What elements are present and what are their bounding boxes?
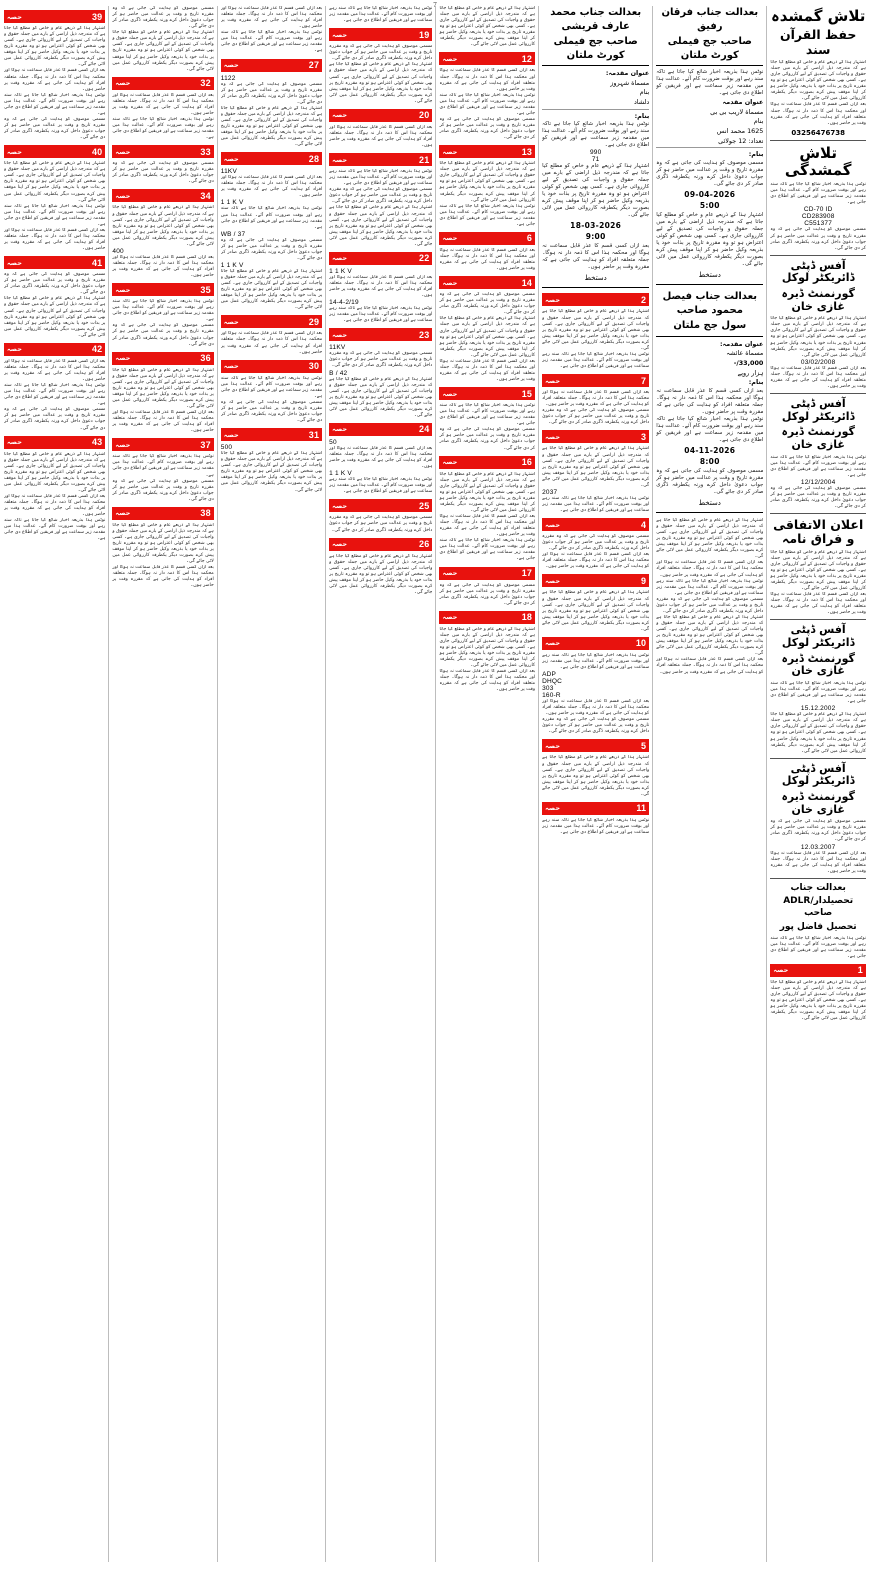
notice-tag-27: 27 حصہ bbox=[221, 59, 322, 72]
notice-body-14b: اشتہار ہذا کے ذریعے عام و خاص کو مطلع کیا جاتا ہے کہ مندرجہ ذیل اراضی کے بارے میں جملہ حقوق و واجبات کی تصدیق کے لیے کارروائی جاری ہے۔ کسی بھی شخص کو کوئی اعتراض ہو تو وہ مقررہ تاریخ پر بذات خود یا بذریعہ وکیل حاضر ہو کر اپنا موقف پیش کرے بصورت دیگر یکطرفہ کارروائی عمل میں لائی جائے گی۔ bbox=[439, 316, 536, 358]
ref-11kv-b: 11KV bbox=[329, 344, 346, 352]
notice-body-10: نوٹس ہذا بذریعہ اخبار شائع کیا جاتا ہے تاکہ سند رہے اور بوقت ضرورت کام آئے۔ عدالت ہذا میں مقدمہ زیر سماعت ہے اور فریقین کو اطلاع دی جاتی ہے۔ bbox=[542, 652, 650, 671]
notice-body-7b: مسمی موصوف کو ہدایت کی جاتی ہے کہ وہ مقررہ تاریخ و وقت پر عدالت میں حاضر ہو کر جواب دعویٰ داخل کرے ورنہ یکطرفہ ڈگری صادر کر دی جائے گی۔ bbox=[542, 408, 650, 426]
notice-body-41b: اشتہار ہذا کے ذریعے عام و خاص کو مطلع کیا جاتا ہے کہ مندرجہ ذیل اراضی کے بارے میں جملہ حقوق و واجبات کی تصدیق کے لیے کارروائی جاری ہے۔ کسی بھی شخص کو کوئی اعتراض ہو تو وہ مقررہ تاریخ پر بذات خود یا بذریعہ وکیل حاضر ہو کر اپنا موقف پیش کرے بصورت دیگر یکطرفہ کارروائی عمل میں لائی جائے گی۔ bbox=[4, 296, 106, 338]
notice-body-39d: مسمی موصوف کو ہدایت کی جاتی ہے کہ وہ مقررہ تاریخ و وقت پر عدالت میں حاضر ہو کر جواب دعویٰ داخل کرے ورنہ یکطرفہ ڈگری صادر کر دی جائے گی۔ bbox=[4, 116, 106, 141]
column-divider bbox=[217, 6, 218, 1562]
column-notices-e bbox=[329, 6, 432, 1562]
notice-body-23b: اشتہار ہذا کے ذریعے عام و خاص کو مطلع کیا جاتا ہے کہ مندرجہ ذیل اراضی کے بارے میں جملہ حقوق و واجبات کی تصدیق کے لیے کارروائی جاری ہے۔ کسی بھی شخص کو کوئی اعتراض ہو تو وہ مقررہ تاریخ پر بذات خود یا بذریعہ وکیل حاضر ہو کر اپنا موقف پیش کرے بصورت دیگر یکطرفہ کارروائی عمل میں لائی جائے گی۔ bbox=[329, 376, 433, 418]
notice-adlr-2 bbox=[770, 398, 866, 514]
column-court-2 bbox=[542, 6, 649, 1562]
divider bbox=[656, 512, 763, 513]
body-gumshuda-1: اشتہار ہذا کے ذریعے عام و خاص کو مطلع کیا جاتا ہے کہ مندرجہ ذیل اراضی کے بارے میں جملہ حقوق و واجبات کی تصدیق کے لیے کارروائی جاری ہے۔ کسی بھی شخص کو کوئی اعتراض ہو تو وہ مقررہ تاریخ پر بذات خود یا بذریعہ وکیل حاضر ہو کر اپنا موقف پیش کرے بصورت دیگر یکطرفہ کارروائی عمل میں لائی جائے گی۔ bbox=[770, 60, 866, 102]
notice-body-4b: بعد ازاں کسی قسم کا عذر قابل سماعت نہ ہوگا اور محکمہ ہذا اس کا ذمہ دار نہ ہوگا۔ جملہ متعلقہ افراد کو ہدایت کی جاتی ہے کہ مقررہ وقت پر حاضر ہوں۔ bbox=[542, 552, 650, 570]
ref-500: 500 bbox=[220, 444, 233, 452]
cnic-2: CD283908 bbox=[801, 213, 835, 221]
notice-body-12: بعد ازاں کسی قسم کا عذر قابل سماعت نہ ہوگا اور محکمہ ہذا اس کا ذمہ دار نہ ہوگا۔ جملہ متعلقہ افراد کو ہدایت کی جاتی ہے کہ مقررہ وقت پر حاضر ہوں۔ bbox=[439, 68, 536, 92]
case-label-2: عنوان مقدمہ: bbox=[720, 339, 764, 348]
notice-body-13b: نوٹس ہذا بذریعہ اخبار شائع کیا جاتا ہے تاکہ سند رہے اور بوقت ضرورت کام آئے۔ عدالت ہذا میں مقدمہ زیر سماعت ہے اور فریقین کو اطلاع دی جاتی ہے۔ bbox=[439, 203, 536, 227]
ref-11kv-f: 1 1 K V bbox=[220, 261, 244, 269]
notice-body-39b: بعد ازاں کسی قسم کا عذر قابل سماعت نہ ہوگا اور محکمہ ہذا اس کا ذمہ دار نہ ہوگا۔ جملہ متعلقہ افراد کو ہدایت کی جاتی ہے کہ مقررہ وقت پر حاضر ہوں۔ bbox=[4, 68, 106, 92]
versus-3: بنام bbox=[639, 88, 650, 97]
misc-number-2: 71 bbox=[591, 156, 600, 164]
notice-body-27: مسمی موصوف کو ہدایت کی جاتی ہے کہ وہ مقررہ تاریخ و وقت پر عدالت میں حاضر ہو کر جواب دعویٰ داخل کرے ورنہ یکطرفہ ڈگری صادر کر دی جائے گی۔ bbox=[220, 81, 323, 105]
notice-body-28c: مسمی موصوف کو ہدایت کی جاتی ہے کہ وہ مقررہ تاریخ و وقت پر عدالت میں حاضر ہو کر جواب دعویٰ داخل کرے ورنہ یکطرفہ ڈگری صادر کر دی جائے گی۔ bbox=[220, 237, 323, 261]
body-adlr-4b: بعد ازاں کسی قسم کا عذر قابل سماعت نہ ہوگا اور محکمہ ہذا اس کا ذمہ دار نہ ہوگا۔ جملہ متعلقہ افراد کو ہدایت کی جاتی ہے کہ مقررہ وقت پر حاضر ہوں۔ bbox=[770, 850, 866, 874]
rule-thin bbox=[542, 109, 649, 110]
notice-body-15: نوٹس ہذا بذریعہ اخبار شائع کیا جاتا ہے تاکہ سند رہے اور بوقت ضرورت کام آئے۔ عدالت ہذا میں مقدمہ زیر سماعت ہے اور فریقین کو اطلاع دی جاتی ہے۔ bbox=[439, 403, 536, 427]
court-heading-3-l2: صاحب جج فیملی کورٹ ملتان bbox=[553, 36, 638, 61]
notice-tag-14: 14 حصہ bbox=[439, 276, 535, 289]
misc-number: 990 bbox=[589, 149, 602, 157]
notice-body-41: مسمی موصوف کو ہدایت کی جاتی ہے کہ وہ مقررہ تاریخ و وقت پر عدالت میں حاضر ہو کر جواب دعویٰ داخل کرے ورنہ یکطرفہ ڈگری صادر کر دی جائے گی۔ bbox=[4, 272, 106, 296]
notice-body-28: بعد ازاں کسی قسم کا عذر قابل سماعت نہ ہوگا اور محکمہ ہذا اس کا ذمہ دار نہ ہوگا۔ جملہ متعلقہ افراد کو ہدایت کی جاتی ہے کہ مقررہ وقت پر حاضر ہوں۔ bbox=[220, 175, 323, 199]
body-adlr-3: نوٹس ہذا بذریعہ اخبار شائع کیا جاتا ہے تاکہ سند رہے اور بوقت ضرورت کام آئے۔ عدالت ہذا میں مقدمہ زیر سماعت ہے اور فریقین کو اطلاع دی جاتی ہے۔ bbox=[770, 681, 866, 705]
page-number: 7 bbox=[433, 1, 437, 9]
col-g-intro2: اشتہار ہذا کے ذریعے عام و خاص کو مطلع کیا جاتا ہے کہ مندرجہ ذیل اراضی کے بارے میں جملہ حقوق و واجبات کی تصدیق کے لیے کارروائی جاری ہے۔ کسی بھی شخص کو کوئی اعتراض ہو تو وہ مقررہ تاریخ پر بذات خود یا بذریعہ وکیل حاضر ہو کر اپنا موقف پیش کرے بصورت دیگر یکطرفہ کارروائی عمل میں لائی جائے گی۔ bbox=[112, 30, 214, 72]
notice-body-34: اشتہار ہذا کے ذریعے عام و خاص کو مطلع کیا جاتا ہے کہ مندرجہ ذیل اراضی کے بارے میں جملہ حقوق و واجبات کی تصدیق کے لیے کارروائی جاری ہے۔ کسی بھی شخص کو کوئی اعتراض ہو تو وہ مقررہ تاریخ پر بذات خود یا بذریعہ وکیل حاضر ہو کر اپنا موقف پیش کرے بصورت دیگر یکطرفہ کارروائی عمل میں لائی جائے گی۔ bbox=[112, 205, 214, 247]
ref-2037: 2037 bbox=[542, 488, 558, 496]
notice-tag-33: 33 حصہ bbox=[112, 145, 213, 158]
ref-11kv-a: 1 1 K V bbox=[329, 267, 352, 275]
court-2-body: بعد ازاں کسی قسم کا عذر قابل سماعت نہ ہوگا اور محکمہ ہذا اس کا ذمہ دار نہ ہوگا۔ جملہ متعلقہ افراد کو ہدایت کی جاتی ہے کہ مقررہ وقت پر حاضر ہوں۔ bbox=[656, 387, 764, 415]
notice-ilan bbox=[770, 518, 866, 620]
notice-body-25: مسمی موصوف کو ہدایت کی جاتی ہے کہ وہ مقررہ تاریخ و وقت پر عدالت میں حاضر ہو کر جواب دعویٰ داخل کرے ورنہ یکطرفہ ڈگری صادر کر دی جائے گی۔ bbox=[329, 515, 433, 533]
notice-body-3b: نوٹس ہذا بذریعہ اخبار شائع کیا جاتا ہے تاکہ سند رہے اور بوقت ضرورت کام آئے۔ عدالت ہذا میں مقدمہ زیر سماعت ہے اور فریقین کو اطلاع دی جاتی ہے۔ bbox=[542, 495, 650, 514]
heading-talash-gumshuda: تلاش گمشدہ bbox=[770, 7, 866, 25]
notice-body-21: نوٹس ہذا بذریعہ اخبار شائع کیا جاتا ہے تاکہ سند رہے اور بوقت ضرورت کام آئے۔ عدالت ہذا میں مقدمہ زیر سماعت ہے اور فریقین کو اطلاع دی جاتی ہے۔ bbox=[329, 169, 433, 187]
notice-body-30: نوٹس ہذا بذریعہ اخبار شائع کیا جاتا ہے تاکہ سند رہے اور بوقت ضرورت کام آئے۔ عدالت ہذا میں مقدمہ زیر سماعت ہے اور فریقین کو اطلاع دی جاتی ہے۔ bbox=[220, 375, 323, 399]
heading-talash-gumshudgi: تلاش گمشدگی bbox=[784, 143, 852, 179]
ref-303: 303 bbox=[542, 685, 554, 693]
amount-note: ہزار روپے bbox=[737, 368, 764, 377]
notice-body-32b: نوٹس ہذا بذریعہ اخبار شائع کیا جاتا ہے تاکہ سند رہے اور بوقت ضرورت کام آئے۔ عدالت ہذا میں مقدمہ زیر سماعت ہے اور فریقین کو اطلاع دی جاتی ہے۔ bbox=[112, 116, 214, 141]
case-label-1: عنوان مقدمہ bbox=[722, 98, 764, 107]
notice-body-16: اشتہار ہذا کے ذریعے عام و خاص کو مطلع کیا جاتا ہے کہ مندرجہ ذیل اراضی کے بارے میں جملہ حقوق و واجبات کی تصدیق کے لیے کارروائی جاری ہے۔ کسی بھی شخص کو کوئی اعتراض ہو تو وہ مقررہ تاریخ پر بذات خود یا بذریعہ وکیل حاضر ہو کر اپنا موقف پیش کرے بصورت دیگر یکطرفہ کارروائی عمل میں لائی جائے گی۔ bbox=[439, 471, 536, 513]
notice-tag-18: 18 حصہ bbox=[439, 611, 535, 624]
notice-body-19: مسمی موصوف کو ہدایت کی جاتی ہے کہ وہ مقررہ تاریخ و وقت پر عدالت میں حاضر ہو کر جواب دعویٰ داخل کرے ورنہ یکطرفہ ڈگری صادر کر دی جائے گی۔ bbox=[329, 44, 433, 62]
signature-3: دستخط bbox=[584, 274, 607, 283]
column-court-1 bbox=[656, 6, 763, 1562]
notice-body-36: اشتہار ہذا کے ذریعے عام و خاص کو مطلع کیا جاتا ہے کہ مندرجہ ذیل اراضی کے بارے میں جملہ حقوق و واجبات کی تصدیق کے لیے کارروائی جاری ہے۔ کسی بھی شخص کو کوئی اعتراض ہو تو وہ مقررہ تاریخ پر بذات خود یا بذریعہ وکیل حاضر ہو کر اپنا موقف پیش کرے بصورت دیگر یکطرفہ کارروائی عمل میں لائی جائے گی۔ bbox=[112, 367, 214, 409]
court-heading-1-l2: صاحب جج فیملی کورٹ ملتان bbox=[667, 36, 752, 61]
heading-adlr-1-sub: گورنمنٹ ڈیرہ غازی خان bbox=[781, 286, 855, 313]
notice-body-14: مسمی موصوف کو ہدایت کی جاتی ہے کہ وہ مقررہ تاریخ و وقت پر عدالت میں حاضر ہو کر جواب دعویٰ داخل کرے ورنہ یکطرفہ ڈگری صادر کر دی جائے گی۔ bbox=[439, 292, 536, 316]
case-label-3: عنوان مقدمہ: bbox=[605, 69, 650, 77]
signature-1: دستخط bbox=[698, 271, 721, 280]
notice-body-40: اشتہار ہذا کے ذریعے عام و خاص کو مطلع کیا جاتا ہے کہ مندرجہ ذیل اراضی کے بارے میں جملہ حقوق و واجبات کی تصدیق کے لیے کارروائی جاری ہے۔ کسی بھی شخص کو کوئی اعتراض ہو تو وہ مقررہ تاریخ پر بذات خود یا بذریعہ وکیل حاضر ہو کر اپنا موقف پیش کرے بصورت دیگر یکطرفہ کارروائی عمل میں لائی جائے گی۔ bbox=[4, 161, 106, 203]
notice-tag-9: 9 حصہ bbox=[542, 574, 649, 587]
court-1-address-body: مسمی موصوف کو ہدایت کی جاتی ہے کہ وہ مقررہ تاریخ و وقت پر عدالت میں حاضر ہو کر جواب دعویٰ داخل کرے ورنہ یکطرفہ ڈگری صادر کر دی جائے گی۔ bbox=[656, 159, 764, 187]
col-f-intro: بعد ازاں کسی قسم کا عذر قابل سماعت نہ ہوگا اور محکمہ ہذا اس کا ذمہ دار نہ ہوگا۔ جملہ متعلقہ افراد کو ہدایت کی جاتی ہے کہ مقررہ وقت پر حاضر ہوں۔ bbox=[220, 6, 323, 30]
notice-body-26: اشتہار ہذا کے ذریعے عام و خاص کو مطلع کیا جاتا ہے کہ مندرجہ ذیل اراضی کے بارے میں جملہ حقوق و واجبات کی تصدیق کے لیے کارروائی جاری ہے۔ کسی بھی شخص کو کوئی اعتراض ہو تو وہ مقررہ تاریخ پر بذات خود یا بذریعہ وکیل حاضر ہو کر اپنا موقف پیش کرے بصورت دیگر یکطرفہ کارروائی عمل میں لائی جائے گی۔ bbox=[329, 553, 433, 595]
rule-thin bbox=[656, 147, 763, 148]
heading-adlr-4: آفس ڈپٹی ڈائریکٹر لوکل bbox=[781, 761, 855, 788]
address-label-3: بنام: bbox=[634, 111, 650, 120]
notice-body-31: اشتہار ہذا کے ذریعے عام و خاص کو مطلع کیا جاتا ہے کہ مندرجہ ذیل اراضی کے بارے میں جملہ حقوق و واجبات کی تصدیق کے لیے کارروائی جاری ہے۔ کسی بھی شخص کو کوئی اعتراض ہو تو وہ مقررہ تاریخ پر بذات خود یا بذریعہ وکیل حاضر ہو کر اپنا موقف پیش کرے بصورت دیگر یکطرفہ کارروائی عمل میں لائی جائے گی۔ bbox=[220, 451, 323, 493]
court-col-filler-2: بعد ازاں کسی قسم کا عذر قابل سماعت نہ ہوگا اور محکمہ ہذا اس کا ذمہ دار نہ ہوگا۔ جملہ متعلقہ افراد کو ہدایت کی جاتی ہے کہ مقررہ وقت پر حاضر ہوں۔ bbox=[656, 560, 764, 578]
notice-body-3: اشتہار ہذا کے ذریعے عام و خاص کو مطلع کیا جاتا ہے کہ مندرجہ ذیل اراضی کے بارے میں جملہ حقوق و واجبات کی تصدیق کے لیے کارروائی جاری ہے۔ کسی بھی شخص کو کوئی اعتراض ہو تو وہ مقررہ تاریخ پر بذات خود یا بذریعہ وکیل حاضر ہو کر اپنا موقف پیش کرے بصورت دیگر یکطرفہ کارروائی عمل میں لائی جائے گی۔ bbox=[542, 446, 650, 488]
notice-tag-6: 6 حصہ bbox=[439, 232, 535, 245]
notice-body-19b: اشتہار ہذا کے ذریعے عام و خاص کو مطلع کیا جاتا ہے کہ مندرجہ ذیل اراضی کے بارے میں جملہ حقوق و واجبات کی تصدیق کے لیے کارروائی جاری ہے۔ کسی بھی شخص کو کوئی اعتراض ہو تو وہ مقررہ تاریخ پر بذات خود یا بذریعہ وکیل حاضر ہو کر اپنا موقف پیش کرے بصورت دیگر یکطرفہ کارروائی عمل میں لائی جائے گی۔ bbox=[329, 62, 433, 104]
ref-400: 400 bbox=[112, 247, 124, 255]
notice-body-42c: مسمی موصوف کو ہدایت کی جاتی ہے کہ وہ مقررہ تاریخ و وقت پر عدالت میں حاضر ہو کر جواب دعویٰ داخل کرے ورنہ یکطرفہ ڈگری صادر کر دی جائے گی۔ bbox=[4, 407, 106, 431]
notice-tag-41: 41 حصہ bbox=[4, 256, 105, 269]
notice-body-7: بعد ازاں کسی قسم کا عذر قابل سماعت نہ ہوگا اور محکمہ ہذا اس کا ذمہ دار نہ ہوگا۔ جملہ متعلقہ افراد کو ہدایت کی جاتی ہے کہ مقررہ وقت پر حاضر ہوں۔ bbox=[542, 390, 650, 408]
notice-tag-3: 3 حصہ bbox=[542, 430, 649, 443]
court-heading-2-l1: بعدالت جناب فیصل محمود صاحب bbox=[662, 291, 757, 316]
column-divider bbox=[766, 6, 767, 1562]
notice-tag-40: 40 حصہ bbox=[4, 145, 105, 158]
notice-body-10c: مسمی موصوف کو ہدایت کی جاتی ہے کہ وہ مقررہ تاریخ و وقت پر عدالت میں حاضر ہو کر جواب دعویٰ داخل کرے ورنہ یکطرفہ ڈگری صادر کر دی جائے گی۔ bbox=[542, 717, 650, 735]
notice-tag-25: 25 حصہ bbox=[329, 499, 432, 512]
date-adlr-4: 12.03.2007 bbox=[800, 843, 836, 851]
notice-body-21b: مسمی موصوف کو ہدایت کی جاتی ہے کہ وہ مقررہ تاریخ و وقت پر عدالت میں حاضر ہو کر جواب دعویٰ داخل کرے ورنہ یکطرفہ ڈگری صادر کر دی جائے گی۔ bbox=[329, 187, 433, 205]
col-d-intro: اشتہار ہذا کے ذریعے عام و خاص کو مطلع کیا جاتا ہے کہ مندرجہ ذیل اراضی کے بارے میں جملہ حقوق و واجبات کی تصدیق کے لیے کارروائی جاری ہے۔ کسی بھی شخص کو کوئی اعتراض ہو تو وہ مقررہ تاریخ پر بذات خود یا بذریعہ وکیل حاضر ہو کر اپنا موقف پیش کرے بصورت دیگر یکطرفہ کارروائی عمل میں لائی جائے گی۔ bbox=[439, 6, 536, 48]
court-col-filler-4: مسمی موصوف کو ہدایت کی جاتی ہے کہ وہ مقررہ تاریخ و وقت پر عدالت میں حاضر ہو کر جواب دعویٰ داخل کرے ورنہ یکطرفہ ڈگری صادر کر دی جائے گی۔ bbox=[656, 596, 764, 614]
court-2-body-2: نوٹس ہذا بذریعہ اخبار شائع کیا جاتا ہے تاکہ سند رہے اور بوقت ضرورت کام آئے۔ عدالت ہذا میں مقدمہ زیر سماعت ہے اور فریقین کو اطلاع دی جاتی ہے۔ bbox=[656, 415, 764, 443]
notice-adlr-1 bbox=[770, 260, 866, 394]
notice-body-38b: بعد ازاں کسی قسم کا عذر قابل سماعت نہ ہوگا اور محکمہ ہذا اس کا ذمہ دار نہ ہوگا۔ جملہ متعلقہ افراد کو ہدایت کی جاتی ہے کہ مقررہ وقت پر حاضر ہوں۔ bbox=[112, 565, 214, 589]
amount: 33,000/- bbox=[733, 358, 764, 367]
heading-ilan: اعلان الاتفاقی و فراق نامہ bbox=[773, 517, 864, 547]
hearing-time-1: 5:00 bbox=[699, 200, 720, 210]
body-adlr-3b: اشتہار ہذا کے ذریعے عام و خاص کو مطلع کیا جاتا ہے کہ مندرجہ ذیل اراضی کے بارے میں جملہ حقوق و واجبات کی تصدیق کے لیے کارروائی جاری ہے۔ کسی بھی شخص کو کوئی اعتراض ہو تو وہ مقررہ تاریخ پر بذات خود یا بذریعہ وکیل حاضر ہو کر اپنا موقف پیش کرے بصورت دیگر یکطرفہ کارروائی عمل میں لائی جائے گی۔ bbox=[770, 712, 866, 754]
notice-tag-24: 24 حصہ bbox=[329, 423, 432, 436]
notice-adlr-3 bbox=[770, 624, 866, 758]
heading-adlr-2-sub: گورنمنٹ ڈیرہ غازی خان bbox=[781, 425, 855, 451]
rule bbox=[656, 336, 763, 337]
court-col-filler-3: نوٹس ہذا بذریعہ اخبار شائع کیا جاتا ہے تاکہ سند رہے اور بوقت ضرورت کام آئے۔ عدالت ہذا میں مقدمہ زیر سماعت ہے اور فریقین کو اطلاع دی جاتی ہے۔ bbox=[656, 578, 764, 596]
notice-body-23: مسمی موصوف کو ہدایت کی جاتی ہے کہ وہ مقررہ تاریخ و وقت پر عدالت میں حاضر ہو کر جواب دعویٰ داخل کرے ورنہ یکطرفہ ڈگری صادر کر دی جائے گی۔ bbox=[329, 351, 433, 369]
notice-tag-5: 5 حصہ bbox=[542, 739, 649, 752]
notice-body-40b: نوٹس ہذا بذریعہ اخبار شائع کیا جاتا ہے تاکہ سند رہے اور بوقت ضرورت کام آئے۔ عدالت ہذا میں مقدمہ زیر سماعت ہے اور فریقین کو اطلاع دی جاتی ہے۔ bbox=[4, 203, 106, 227]
signature-2: دستخط bbox=[698, 498, 721, 507]
ref-11kv-c: 1 1 K V bbox=[329, 470, 352, 478]
col-e-intro: نوٹس ہذا بذریعہ اخبار شائع کیا جاتا ہے تاکہ سند رہے اور بوقت ضرورت کام آئے۔ عدالت ہذا میں مقدمہ زیر سماعت ہے اور فریقین کو اطلاع دی جاتی ہے۔ bbox=[329, 6, 433, 24]
hearing-time-2: 8:00 bbox=[699, 456, 720, 466]
ref-b42: B / 42 bbox=[329, 369, 348, 377]
court-3-body-3: بعد ازاں کسی قسم کا عذر قابل سماعت نہ ہوگا اور محکمہ ہذا اس کا ذمہ دار نہ ہوگا۔ جملہ متعلقہ افراد کو ہدایت کی جاتی ہے کہ مقررہ وقت پر حاضر ہوں۔ bbox=[542, 243, 650, 271]
column-divider bbox=[652, 6, 653, 1562]
notice-tag-4: 4 حصہ bbox=[542, 518, 649, 531]
court-col-filler: اشتہار ہذا کے ذریعے عام و خاص کو مطلع کیا جاتا ہے کہ مندرجہ ذیل اراضی کے بارے میں جملہ حقوق و واجبات کی تصدیق کے لیے کارروائی جاری ہے۔ کسی بھی شخص کو کوئی اعتراض ہو تو وہ مقررہ تاریخ پر بذات خود یا بذریعہ وکیل حاضر ہو کر اپنا موقف پیش کرے بصورت دیگر یکطرفہ کارروائی عمل میں لائی جائے گی۔ bbox=[656, 517, 764, 560]
case-value-3: مسماة شہروز bbox=[610, 78, 650, 87]
notice-body-15b: مسمی موصوف کو ہدایت کی جاتی ہے کہ وہ مقررہ تاریخ و وقت پر عدالت میں حاضر ہو کر جواب دعویٰ داخل کرے ورنہ یکطرفہ ڈگری صادر کر دی جائے گی۔ bbox=[439, 427, 536, 451]
col-f-intro2: نوٹس ہذا بذریعہ اخبار شائع کیا جاتا ہے تاکہ سند رہے اور بوقت ضرورت کام آئے۔ عدالت ہذا میں مقدمہ زیر سماعت ہے اور فریقین کو اطلاع دی جاتی ہے۔ bbox=[220, 30, 323, 54]
notice-tag-34: 34 حصہ bbox=[112, 189, 213, 202]
notice-tag-29: 29 حصہ bbox=[221, 315, 322, 328]
notice-body-34b: بعد ازاں کسی قسم کا عذر قابل سماعت نہ ہوگا اور محکمہ ہذا اس کا ذمہ دار نہ ہوگا۔ جملہ متعلقہ افراد کو ہدایت کی جاتی ہے کہ مقررہ وقت پر حاضر ہوں۔ bbox=[112, 254, 214, 279]
case-value-2: مسماة عائشہ bbox=[726, 349, 764, 358]
notice-tag-42: 42 حصہ bbox=[4, 343, 105, 356]
court-3-body-2: اشتہار ہذا کے ذریعے عام و خاص کو مطلع کیا جاتا ہے کہ مندرجہ ذیل اراضی کے بارے میں جملہ حقوق و واجبات کی تصدیق کے لیے کارروائی جاری ہے۔ کسی بھی شخص کو کوئی اعتراض ہو تو وہ مقررہ تاریخ پر بذات خود یا بذریعہ وکیل حاضر ہو کر اپنا موقف پیش کرے بصورت دیگر یکطرفہ کارروائی عمل میں لائی جائے گی۔ bbox=[542, 163, 650, 219]
notice-tag-43: 43 حصہ bbox=[4, 436, 105, 449]
notice-body-43c: نوٹس ہذا بذریعہ اخبار شائع کیا جاتا ہے تاکہ سند رہے اور بوقت ضرورت کام آئے۔ عدالت ہذا میں مقدمہ زیر سماعت ہے اور فریقین کو اطلاع دی جاتی ہے۔ bbox=[4, 518, 106, 542]
notice-body-37: نوٹس ہذا بذریعہ اخبار شائع کیا جاتا ہے تاکہ سند رہے اور بوقت ضرورت کام آئے۔ عدالت ہذا میں مقدمہ زیر سماعت ہے اور فریقین کو اطلاع دی جاتی ہے۔ bbox=[112, 454, 214, 478]
ref-14: 14-4-2/19 bbox=[329, 299, 359, 307]
notice-tag-1: 1 حصہ bbox=[770, 964, 866, 977]
notice-body-4: مسمی موصوف کو ہدایت کی جاتی ہے کہ وہ مقررہ تاریخ و وقت پر عدالت میں حاضر ہو کر جواب دعویٰ داخل کرے ورنہ یکطرفہ ڈگری صادر کر دی جائے گی۔ bbox=[542, 534, 650, 552]
notice-body-39c: نوٹس ہذا بذریعہ اخبار شائع کیا جاتا ہے تاکہ سند رہے اور بوقت ضرورت کام آئے۔ عدالت ہذا میں مقدمہ زیر سماعت ہے اور فریقین کو اطلاع دی جاتی ہے۔ bbox=[4, 92, 106, 116]
notice-talash-gumshuda bbox=[770, 8, 866, 141]
notice-talash-gumshudgi bbox=[770, 145, 866, 256]
hearing-time-3: 9:00 bbox=[585, 232, 606, 242]
notice-body-24: بعد ازاں کسی قسم کا عذر قابل سماعت نہ ہوگا اور محکمہ ہذا اس کا ذمہ دار نہ ہوگا۔ جملہ متعلقہ افراد کو ہدایت کی جاتی ہے کہ مقررہ وقت پر حاضر ہوں۔ bbox=[329, 445, 433, 470]
notice-tag-11: 11 حصہ bbox=[542, 802, 649, 815]
body-adalat: نوٹس ہذا بذریعہ اخبار شائع کیا جاتا ہے تاکہ سند رہے اور بوقت ضرورت کام آئے۔ عدالت ہذا میں مقدمہ زیر سماعت ہے اور فریقین کو اطلاع دی جاتی ہے۔ bbox=[770, 935, 866, 959]
notice-body-22b: نوٹس ہذا بذریعہ اخبار شائع کیا جاتا ہے تاکہ سند رہے اور بوقت ضرورت کام آئے۔ عدالت ہذا میں مقدمہ زیر سماعت ہے اور فریقین کو اطلاع دی جاتی ہے۔ bbox=[329, 306, 433, 324]
notice-body-2b: نوٹس ہذا بذریعہ اخبار شائع کیا جاتا ہے تاکہ سند رہے اور بوقت ضرورت کام آئے۔ عدالت ہذا میں مقدمہ زیر سماعت ہے اور فریقین کو اطلاع دی جاتی ہے۔ bbox=[542, 351, 650, 370]
notice-body-21c: اشتہار ہذا کے ذریعے عام و خاص کو مطلع کیا جاتا ہے کہ مندرجہ ذیل اراضی کے بارے میں جملہ حقوق و واجبات کی تصدیق کے لیے کارروائی جاری ہے۔ کسی بھی شخص کو کوئی اعتراض ہو تو وہ مقررہ تاریخ پر بذات خود یا بذریعہ وکیل حاضر ہو کر اپنا موقف پیش کرے بصورت دیگر یکطرفہ کارروائی عمل میں لائی جائے گی۔ bbox=[329, 205, 433, 247]
heading-adlr-2: آفس ڈپٹی ڈائریکٹر لوکل bbox=[781, 396, 855, 423]
notice-body-12b: نوٹس ہذا بذریعہ اخبار شائع کیا جاتا ہے تاکہ سند رہے اور بوقت ضرورت کام آئے۔ عدالت ہذا میں مقدمہ زیر سماعت ہے اور فریقین کو اطلاع دی جاتی ہے۔ bbox=[439, 92, 536, 116]
hearing-date-3: 18-03-2026 bbox=[570, 221, 622, 231]
notice-body-13: اشتہار ہذا کے ذریعے عام و خاص کو مطلع کیا جاتا ہے کہ مندرجہ ذیل اراضی کے بارے میں جملہ حقوق و واجبات کی تصدیق کے لیے کارروائی جاری ہے۔ کسی بھی شخص کو کوئی اعتراض ہو تو وہ مقررہ تاریخ پر بذات خود یا بذریعہ وکیل حاضر ہو کر اپنا موقف پیش کرے بصورت دیگر یکطرفہ کارروائی عمل میں لائی جائے گی۔ bbox=[439, 161, 536, 203]
ref-50: 50 bbox=[329, 438, 337, 446]
column-notices-h bbox=[4, 6, 105, 1562]
notice-body-27b: اشتہار ہذا کے ذریعے عام و خاص کو مطلع کیا جاتا ہے کہ مندرجہ ذیل اراضی کے بارے میں جملہ حقوق و واجبات کی تصدیق کے لیے کارروائی جاری ہے۔ کسی بھی شخص کو کوئی اعتراض ہو تو وہ مقررہ تاریخ پر بذات خود یا بذریعہ وکیل حاضر ہو کر اپنا موقف پیش کرے بصورت دیگر یکطرفہ کارروائی عمل میں لائی جائے گی۔ bbox=[220, 105, 323, 148]
hearing-date-2: 04-11-2026 bbox=[684, 445, 736, 455]
court-col-filler-5: اشتہار ہذا کے ذریعے عام و خاص کو مطلع کیا جاتا ہے کہ مندرجہ ذیل اراضی کے بارے میں جملہ حقوق و واجبات کی تصدیق کے لیے کارروائی جاری ہے۔ کسی بھی شخص کو کوئی اعتراض ہو تو وہ مقررہ تاریخ پر بذات خود یا بذریعہ وکیل حاضر ہو کر اپنا موقف پیش کرے بصورت دیگر یکطرفہ کارروائی عمل میں لائی جائے گی۔ bbox=[656, 614, 764, 657]
notice-body-12c: مسمی موصوف کو ہدایت کی جاتی ہے کہ وہ مقررہ تاریخ و وقت پر عدالت میں حاضر ہو کر جواب دعویٰ داخل کرے ورنہ یکطرفہ ڈگری صادر کر دی جائے گی۔ bbox=[439, 116, 536, 141]
notice-tag-15: 15 حصہ bbox=[439, 387, 535, 400]
notice-body-39: اشتہار ہذا کے ذریعے عام و خاص کو مطلع کیا جاتا ہے کہ مندرجہ ذیل اراضی کے بارے میں جملہ حقوق و واجبات کی تصدیق کے لیے کارروائی جاری ہے۔ کسی بھی شخص کو کوئی اعتراض ہو تو وہ مقررہ تاریخ پر بذات خود یا بذریعہ وکیل حاضر ہو کر اپنا موقف پیش کرے بصورت دیگر یکطرفہ کارروائی عمل میں لائی جائے گی۔ bbox=[4, 26, 106, 68]
notice-body-28b: نوٹس ہذا بذریعہ اخبار شائع کیا جاتا ہے تاکہ سند رہے اور بوقت ضرورت کام آئے۔ عدالت ہذا میں مقدمہ زیر سماعت ہے اور فریقین کو اطلاع دی جاتی ہے۔ bbox=[220, 206, 323, 230]
column-divider bbox=[435, 6, 436, 1562]
rule bbox=[542, 65, 649, 66]
notice-tag-26: 26 حصہ bbox=[329, 538, 432, 551]
case-extra-1: تعداد: 12 جولائی bbox=[718, 136, 764, 145]
case-value-1: مسماة لاریب بی بی bbox=[710, 107, 764, 116]
ref-wb37: WB / 37 bbox=[220, 230, 246, 238]
court-2-body-3: مسمی موصوف کو ہدایت کی جاتی ہے کہ وہ مقررہ تاریخ و وقت پر عدالت میں حاضر ہو کر جواب دعویٰ داخل کرے ورنہ یکطرفہ ڈگری صادر کر دی جائے گی۔ bbox=[656, 467, 764, 495]
heading-hifz-sanad: حفظ القرآن سند bbox=[779, 27, 857, 57]
notice-tag-32: 32 حصہ bbox=[112, 77, 213, 90]
notice-tag-10: 10 حصہ bbox=[542, 637, 649, 650]
notice-body-33: مسمی موصوف کو ہدایت کی جاتی ہے کہ وہ مقررہ تاریخ و وقت پر عدالت میں حاضر ہو کر جواب دعویٰ داخل کرے ورنہ یکطرفہ ڈگری صادر کر دی جائے گی۔ bbox=[112, 161, 214, 185]
body-gumshudgi: نوٹس ہذا بذریعہ اخبار شائع کیا جاتا ہے تاکہ سند رہے اور بوقت ضرورت کام آئے۔ عدالت ہذا میں مقدمہ زیر سماعت ہے اور فریقین کو اطلاع دی جاتی ہے۔ bbox=[770, 182, 866, 206]
hearing-date-1: 09-04-2026 bbox=[684, 189, 736, 199]
notice-body-11: نوٹس ہذا بذریعہ اخبار شائع کیا جاتا ہے تاکہ سند رہے اور بوقت ضرورت کام آئے۔ عدالت ہذا میں مقدمہ زیر سماعت ہے اور فریقین کو اطلاع دی جاتی ہے۔ bbox=[542, 817, 650, 836]
body-adlr-4: مسمی موصوف کو ہدایت کی جاتی ہے کہ وہ مقررہ تاریخ و وقت پر عدالت میں حاضر ہو کر جواب دعویٰ داخل کرے ورنہ یکطرفہ ڈگری صادر کر دی جائے گی۔ bbox=[770, 819, 866, 843]
address-label-1: بنام: bbox=[748, 150, 764, 159]
heading-adalat: بعدالت جناب bbox=[790, 882, 846, 893]
divider bbox=[542, 287, 649, 288]
court-heading-2-l2: سول جج ملتان bbox=[673, 320, 747, 332]
ref-160: 160-R bbox=[542, 692, 561, 700]
notice-body-38: اشتہار ہذا کے ذریعے عام و خاص کو مطلع کیا جاتا ہے کہ مندرجہ ذیل اراضی کے بارے میں جملہ حقوق و واجبات کی تصدیق کے لیے کارروائی جاری ہے۔ کسی بھی شخص کو کوئی اعتراض ہو تو وہ مقررہ تاریخ پر بذات خود یا بذریعہ وکیل حاضر ہو کر اپنا موقف پیش کرے بصورت دیگر یکطرفہ کارروائی عمل میں لائی جائے گی۔ bbox=[112, 522, 214, 565]
notice-body-32: بعد ازاں کسی قسم کا عذر قابل سماعت نہ ہوگا اور محکمہ ہذا اس کا ذمہ دار نہ ہوگا۔ جملہ متعلقہ افراد کو ہدایت کی جاتی ہے کہ مقررہ وقت پر حاضر ہوں۔ bbox=[112, 92, 214, 116]
notice-body-30b: مسمی موصوف کو ہدایت کی جاتی ہے کہ وہ مقررہ تاریخ و وقت پر عدالت میں حاضر ہو کر جواب دعویٰ داخل کرے ورنہ یکطرفہ ڈگری صادر کر دی جائے گی۔ bbox=[220, 399, 323, 424]
notice-tag-31: 31 حصہ bbox=[221, 428, 322, 441]
date-adlr-1: 03/02/2008 bbox=[800, 358, 836, 366]
notice-tag-36: 36 حصہ bbox=[112, 352, 213, 365]
notice-body-22: بعد ازاں کسی قسم کا عذر قابل سماعت نہ ہوگا اور محکمہ ہذا اس کا ذمہ دار نہ ہوگا۔ جملہ متعلقہ افراد کو ہدایت کی جاتی ہے کہ مقررہ وقت پر حاضر ہوں۔ bbox=[329, 274, 433, 299]
court-heading-1-l1: بعدالت جناب فرقان رفیق bbox=[661, 7, 759, 32]
body-adlr-2: نوٹس ہذا بذریعہ اخبار شائع کیا جاتا ہے تاکہ سند رہے اور بوقت ضرورت کام آئے۔ عدالت ہذا میں مقدمہ زیر سماعت ہے اور فریقین کو اطلاع دی جاتی ہے۔ bbox=[770, 454, 866, 478]
notice-body-18: اشتہار ہذا کے ذریعے عام و خاص کو مطلع کیا جاتا ہے کہ مندرجہ ذیل اراضی کے بارے میں جملہ حقوق و واجبات کی تصدیق کے لیے کارروائی جاری ہے۔ کسی بھی شخص کو کوئی اعتراض ہو تو وہ مقررہ تاریخ پر بذات خود یا بذریعہ وکیل حاضر ہو کر اپنا موقف پیش کرے بصورت دیگر یکطرفہ کارروائی عمل میں لائی جائے گی۔ bbox=[439, 626, 536, 669]
column-divider bbox=[108, 6, 109, 1562]
ref-dhqc: DHQC bbox=[542, 678, 563, 686]
notice-body-29: بعد ازاں کسی قسم کا عذر قابل سماعت نہ ہوگا اور محکمہ ہذا اس کا ذمہ دار نہ ہوگا۔ جملہ متعلقہ افراد کو ہدایت کی جاتی ہے کہ مقررہ وقت پر حاضر ہوں۔ bbox=[220, 331, 323, 355]
notice-tag-35: 35 حصہ bbox=[112, 283, 213, 296]
heading-adlr-1: آفس ڈپٹی ڈائریکٹر لوکل bbox=[781, 258, 855, 285]
notice-tag-28: 28 حصہ bbox=[221, 152, 322, 165]
column-notices-f bbox=[221, 6, 322, 1562]
notice-body-36b: بعد ازاں کسی قسم کا عذر قابل سماعت نہ ہوگا اور محکمہ ہذا اس کا ذمہ دار نہ ہوگا۔ جملہ متعلقہ افراد کو ہدایت کی جاتی ہے کہ مقررہ وقت پر حاضر ہوں۔ bbox=[112, 410, 214, 434]
heading-adlr-3-sub: گورنمنٹ ڈیرہ غازی خان bbox=[781, 651, 855, 678]
ref-1122: 1122 bbox=[220, 74, 236, 82]
notice-body-14c: بعد ازاں کسی قسم کا عذر قابل سماعت نہ ہوگا اور محکمہ ہذا اس کا ذمہ دار نہ ہوگا۔ جملہ متعلقہ افراد کو ہدایت کی جاتی ہے کہ مقررہ وقت پر حاضر ہوں۔ bbox=[439, 358, 536, 382]
court-1-body: نوٹس ہذا بذریعہ اخبار شائع کیا جاتا ہے تاکہ سند رہے اور بوقت ضرورت کام آئے۔ عدالت ہذا میں مقدمہ زیر سماعت ہے اور فریقین کو اطلاع دی جاتی ہے۔ bbox=[656, 69, 764, 97]
defendant-1: 1625 محمد انس bbox=[716, 126, 764, 135]
notice-body-35: نوٹس ہذا بذریعہ اخبار شائع کیا جاتا ہے تاکہ سند رہے اور بوقت ضرورت کام آئے۔ عدالت ہذا میں مقدمہ زیر سماعت ہے اور فریقین کو اطلاع دی جاتی ہے۔ bbox=[112, 299, 214, 323]
notice-body-37b: مسمی موصوف کو ہدایت کی جاتی ہے کہ وہ مقررہ تاریخ و وقت پر عدالت میں حاضر ہو کر جواب دعویٰ داخل کرے ورنہ یکطرفہ ڈگری صادر کر دی جائے گی۔ bbox=[112, 478, 214, 502]
date-adlr-3: 15.12.2002 bbox=[800, 705, 836, 713]
notice-tag-12: 12 حصہ bbox=[439, 52, 535, 65]
notice-tag-30: 30 حصہ bbox=[221, 360, 322, 373]
body-ilan-2: بعد ازاں کسی قسم کا عذر قابل سماعت نہ ہوگا اور محکمہ ہذا اس کا ذمہ دار نہ ہوگا۔ جملہ متعلقہ افراد کو ہدایت کی جاتی ہے کہ مقررہ وقت پر حاضر ہوں۔ bbox=[770, 592, 866, 616]
body-gumshuda-1b: بعد ازاں کسی قسم کا عذر قابل سماعت نہ ہوگا اور محکمہ ہذا اس کا ذمہ دار نہ ہوگا۔ جملہ متعلقہ افراد کو ہدایت کی جاتی ہے کہ مقررہ وقت پر حاضر ہوں۔ bbox=[770, 102, 866, 126]
body-gumshudgi-2: مسمی موصوف کو ہدایت کی جاتی ہے کہ وہ مقررہ تاریخ و وقت پر عدالت میں حاضر ہو کر جواب دعویٰ داخل کرے ورنہ یکطرفہ ڈگری صادر کر دی جائے گی۔ bbox=[770, 227, 866, 251]
notice-tag-37: 37 حصہ bbox=[112, 438, 213, 451]
notice-tag-17: 17 حصہ bbox=[439, 567, 535, 580]
rule bbox=[656, 65, 763, 66]
notice-tag-20: 20 حصہ bbox=[329, 109, 432, 122]
notice-body-18b: بعد ازاں کسی قسم کا عذر قابل سماعت نہ ہوگا اور محکمہ ہذا اس کا ذمہ دار نہ ہوگا۔ جملہ متعلقہ افراد کو ہدایت کی جاتی ہے کہ مقررہ وقت پر حاضر ہوں۔ bbox=[439, 669, 536, 693]
notice-body-2: اشتہار ہذا کے ذریعے عام و خاص کو مطلع کیا جاتا ہے کہ مندرجہ ذیل اراضی کے بارے میں جملہ حقوق و واجبات کی تصدیق کے لیے کارروائی جاری ہے۔ کسی بھی شخص کو کوئی اعتراض ہو تو وہ مقررہ تاریخ پر بذات خود یا بذریعہ وکیل حاضر ہو کر اپنا موقف پیش کرے بصورت دیگر یکطرفہ کارروائی عمل میں لائی جائے گی۔ bbox=[542, 309, 650, 351]
notice-tag-2: 2 حصہ bbox=[542, 293, 649, 306]
ref-11kv-e: 1 1 K V bbox=[220, 199, 244, 207]
notice-tag-13: 13 حصہ bbox=[439, 145, 535, 158]
notice-body-42b: نوٹس ہذا بذریعہ اخبار شائع کیا جاتا ہے تاکہ سند رہے اور بوقت ضرورت کام آئے۔ عدالت ہذا میں مقدمہ زیر سماعت ہے اور فریقین کو اطلاع دی جاتی ہے۔ bbox=[4, 383, 106, 407]
notice-body-9: اشتہار ہذا کے ذریعے عام و خاص کو مطلع کیا جاتا ہے کہ مندرجہ ذیل اراضی کے بارے میں جملہ حقوق و واجبات کی تصدیق کے لیے کارروائی جاری ہے۔ کسی بھی شخص کو کوئی اعتراض ہو تو وہ مقررہ تاریخ پر بذات خود یا بذریعہ وکیل حاضر ہو کر اپنا موقف پیش کرے بصورت دیگر یکطرفہ کارروائی عمل میں لائی جائے گی۔ bbox=[542, 590, 650, 632]
cnic-3: C551377 bbox=[804, 220, 833, 228]
heading-adlr-4-sub: گورنمنٹ ڈیرہ غازی خان bbox=[781, 789, 855, 816]
body-adalat-2: اشتہار ہذا کے ذریعے عام و خاص کو مطلع کیا جاتا ہے کہ مندرجہ ذیل اراضی کے بارے میں جملہ حقوق و واجبات کی تصدیق کے لیے کارروائی جاری ہے۔ کسی بھی شخص کو کوئی اعتراض ہو تو وہ مقررہ تاریخ پر بذات خود یا بذریعہ وکیل حاضر ہو کر اپنا موقف پیش کرے بصورت دیگر یکطرفہ کارروائی عمل میں لائی جائے گی۔ bbox=[770, 979, 866, 1022]
notice-tag-23: 23 حصہ bbox=[329, 328, 432, 341]
notice-body-43b: بعد ازاں کسی قسم کا عذر قابل سماعت نہ ہوگا اور محکمہ ہذا اس کا ذمہ دار نہ ہوگا۔ جملہ متعلقہ افراد کو ہدایت کی جاتی ہے کہ مقررہ وقت پر حاضر ہوں۔ bbox=[4, 494, 106, 518]
notice-tag-38: 38 حصہ bbox=[112, 507, 213, 520]
notice-body-35b: مسمی موصوف کو ہدایت کی جاتی ہے کہ وہ مقررہ تاریخ و وقت پر عدالت میں حاضر ہو کر جواب دعویٰ داخل کرے ورنہ یکطرفہ ڈگری صادر کر دی جائے گی۔ bbox=[112, 323, 214, 347]
body-adlr-1b: بعد ازاں کسی قسم کا عذر قابل سماعت نہ ہوگا اور محکمہ ہذا اس کا ذمہ دار نہ ہوگا۔ جملہ متعلقہ افراد کو ہدایت کی جاتی ہے کہ مقررہ وقت پر حاضر ہوں۔ bbox=[770, 365, 866, 389]
notice-body-20: بعد ازاں کسی قسم کا عذر قابل سماعت نہ ہوگا اور محکمہ ہذا اس کا ذمہ دار نہ ہوگا۔ جملہ متعلقہ افراد کو ہدایت کی جاتی ہے کہ مقررہ وقت پر حاضر ہوں۔ bbox=[329, 124, 433, 148]
notice-body-17: مسمی موصوف کو ہدایت کی جاتی ہے کہ وہ مقررہ تاریخ و وقت پر عدالت میں حاضر ہو کر جواب دعویٰ داخل کرے ورنہ یکطرفہ ڈگری صادر کر دی جائے گی۔ bbox=[439, 582, 536, 606]
column-notices-g bbox=[112, 6, 213, 1562]
notice-tag-39: 39 حصہ bbox=[4, 10, 105, 23]
court-1-body-2: اشتہار ہذا کے ذریعے عام و خاص کو مطلع کیا جاتا ہے کہ مندرجہ ذیل اراضی کے بارے میں جملہ حقوق و واجبات کی تصدیق کے لیے کارروائی جاری ہے۔ کسی بھی شخص کو کوئی اعتراض ہو تو وہ مقررہ تاریخ پر بذات خود یا بذریعہ وکیل حاضر ہو کر اپنا موقف پیش کرے بصورت دیگر یکطرفہ کارروائی عمل میں لائی جائے گی۔ bbox=[656, 211, 764, 268]
heading-adlr-3: آفس ڈپٹی ڈائریکٹر لوکل bbox=[781, 623, 855, 650]
body-ilan: اشتہار ہذا کے ذریعے عام و خاص کو مطلع کیا جاتا ہے کہ مندرجہ ذیل اراضی کے بارے میں جملہ حقوق و واجبات کی تصدیق کے لیے کارروائی جاری ہے۔ کسی بھی شخص کو کوئی اعتراض ہو تو وہ مقررہ تاریخ پر بذات خود یا بذریعہ وکیل حاضر ہو کر اپنا موقف پیش کرے بصورت دیگر یکطرفہ کارروائی عمل میں لائی جائے گی۔ bbox=[770, 549, 866, 592]
phone-number: 03256476738 bbox=[791, 128, 845, 137]
cnic-1: CD-70 ID bbox=[803, 206, 833, 214]
notice-body-40c: بعد ازاں کسی قسم کا عذر قابل سماعت نہ ہوگا اور محکمہ ہذا اس کا ذمہ دار نہ ہوگا۔ جملہ متعلقہ افراد کو ہدایت کی جاتی ہے کہ مقررہ وقت پر حاضر ہوں۔ bbox=[4, 227, 106, 252]
notice-body-43: اشتہار ہذا کے ذریعے عام و خاص کو مطلع کیا جاتا ہے کہ مندرجہ ذیل اراضی کے بارے میں جملہ حقوق و واجبات کی تصدیق کے لیے کارروائی جاری ہے۔ کسی بھی شخص کو کوئی اعتراض ہو تو وہ مقررہ تاریخ پر بذات خود یا بذریعہ وکیل حاضر ہو کر اپنا موقف پیش کرے بصورت دیگر یکطرفہ کارروائی عمل میں لائی جائے گی۔ bbox=[4, 451, 106, 493]
notice-body-42: بعد ازاں کسی قسم کا عذر قابل سماعت نہ ہوگا اور محکمہ ہذا اس کا ذمہ دار نہ ہوگا۔ جملہ متعلقہ افراد کو ہدایت کی جاتی ہے کہ مقررہ وقت پر حاضر ہوں۔ bbox=[4, 358, 106, 382]
notice-tag-22: 22 حصہ bbox=[329, 252, 432, 265]
col-g-intro: مسمی موصوف کو ہدایت کی جاتی ہے کہ وہ مقررہ تاریخ و وقت پر عدالت میں حاضر ہو کر جواب دعویٰ داخل کرے ورنہ یکطرفہ ڈگری صادر کر دی جائے گی۔ bbox=[112, 6, 214, 30]
notice-body-16c: نوٹس ہذا بذریعہ اخبار شائع کیا جاتا ہے تاکہ سند رہے اور بوقت ضرورت کام آئے۔ عدالت ہذا میں مقدمہ زیر سماعت ہے اور فریقین کو اطلاع دی جاتی ہے۔ bbox=[439, 538, 536, 562]
notice-adalat-tehsildar bbox=[770, 883, 866, 1022]
notice-body-28d: اشتہار ہذا کے ذریعے عام و خاص کو مطلع کیا جاتا ہے کہ مندرجہ ذیل اراضی کے بارے میں جملہ حقوق و واجبات کی تصدیق کے لیے کارروائی جاری ہے۔ کسی بھی شخص کو کوئی اعتراض ہو تو وہ مقررہ تاریخ پر بذات خود یا بذریعہ وکیل حاضر ہو کر اپنا موقف پیش کرے بصورت دیگر یکطرفہ کارروائی عمل میں لائی جائے گی۔ bbox=[220, 268, 323, 311]
column-divider bbox=[538, 6, 539, 1562]
heading-adalat-l3: تحصیل فاضل پور bbox=[779, 921, 857, 932]
divider bbox=[656, 284, 763, 285]
notice-tag-19: 19 حصہ bbox=[329, 28, 432, 41]
body-adlr-1: اشتہار ہذا کے ذریعے عام و خاص کو مطلع کیا جاتا ہے کہ مندرجہ ذیل اراضی کے بارے میں جملہ حقوق و واجبات کی تصدیق کے لیے کارروائی جاری ہے۔ کسی بھی شخص کو کوئی اعتراض ہو تو وہ مقررہ تاریخ پر بذات خود یا بذریعہ وکیل حاضر ہو کر اپنا موقف پیش کرے بصورت دیگر یکطرفہ کارروائی عمل میں لائی جائے گی۔ bbox=[770, 316, 866, 358]
column-headings bbox=[770, 6, 866, 1562]
column-notices-d bbox=[439, 6, 535, 1562]
notice-body-16b: بعد ازاں کسی قسم کا عذر قابل سماعت نہ ہوگا اور محکمہ ہذا اس کا ذمہ دار نہ ہوگا۔ جملہ متعلقہ افراد کو ہدایت کی جاتی ہے کہ مقررہ وقت پر حاضر ہوں۔ bbox=[439, 514, 536, 538]
address-label-2: بنام: bbox=[748, 378, 764, 387]
column-divider bbox=[325, 6, 326, 1562]
notice-tag-7: 7 حصہ bbox=[542, 374, 649, 387]
date-adlr-2: 12/12/2004 bbox=[800, 478, 836, 486]
court-heading-3-l1: بعدالت جناب محمد عارف قریشی bbox=[550, 7, 642, 32]
notice-tag-21: 21 حصہ bbox=[329, 153, 432, 166]
heading-adalat-sub: تحصیلدار/ADLR صاحب bbox=[783, 896, 854, 919]
defendant-3: دلشاد bbox=[633, 97, 650, 106]
notice-body-10b: بعد ازاں کسی قسم کا عذر قابل سماعت نہ ہوگا اور محکمہ ہذا اس کا ذمہ دار نہ ہوگا۔ جملہ متعلقہ افراد کو ہدایت کی جاتی ہے کہ مقررہ وقت پر حاضر ہوں۔ bbox=[542, 699, 650, 717]
notice-body-24b: نوٹس ہذا بذریعہ اخبار شائع کیا جاتا ہے تاکہ سند رہے اور بوقت ضرورت کام آئے۔ عدالت ہذا میں مقدمہ زیر سماعت ہے اور فریقین کو اطلاع دی جاتی ہے۔ bbox=[329, 477, 433, 495]
court-col-filler-6: بعد ازاں کسی قسم کا عذر قابل سماعت نہ ہوگا اور محکمہ ہذا اس کا ذمہ دار نہ ہوگا۔ جملہ متعلقہ افراد کو ہدایت کی جاتی ہے کہ مقررہ وقت پر حاضر ہوں۔ bbox=[656, 657, 764, 675]
versus-1: بنام bbox=[753, 117, 764, 126]
ref-adp: ADP bbox=[542, 671, 557, 679]
court-3-body: نوٹس ہذا بذریعہ اخبار شائع کیا جاتا ہے تاکہ سند رہے اور بوقت ضرورت کام آئے۔ عدالت ہذا میں مقدمہ زیر سماعت ہے اور فریقین کو اطلاع دی جاتی ہے۔ bbox=[542, 121, 650, 149]
body-adlr-2b: مسمی موصوف کو ہدایت کی جاتی ہے کہ وہ مقررہ تاریخ و وقت پر عدالت میں حاضر ہو کر جواب دعویٰ داخل کرے ورنہ یکطرفہ ڈگری صادر کر دی جائے گی۔ bbox=[770, 485, 866, 509]
notice-adlr-4 bbox=[770, 763, 866, 879]
notice-body-5: اشتہار ہذا کے ذریعے عام و خاص کو مطلع کیا جاتا ہے کہ مندرجہ ذیل اراضی کے بارے میں جملہ حقوق و واجبات کی تصدیق کے لیے کارروائی جاری ہے۔ کسی بھی شخص کو کوئی اعتراض ہو تو وہ مقررہ تاریخ پر بذات خود یا بذریعہ وکیل حاضر ہو کر اپنا موقف پیش کرے بصورت دیگر یکطرفہ کارروائی عمل میں لائی جائے گی۔ bbox=[542, 755, 650, 797]
notice-body-6: بعد ازاں کسی قسم کا عذر قابل سماعت نہ ہوگا اور محکمہ ہذا اس کا ذمہ دار نہ ہوگا۔ جملہ متعلقہ افراد کو ہدایت کی جاتی ہے کہ مقررہ وقت پر حاضر ہوں۔ bbox=[439, 247, 536, 272]
notice-tag-16: 16 حصہ bbox=[439, 456, 535, 469]
ref-11kv-d: 11KV bbox=[220, 168, 237, 176]
